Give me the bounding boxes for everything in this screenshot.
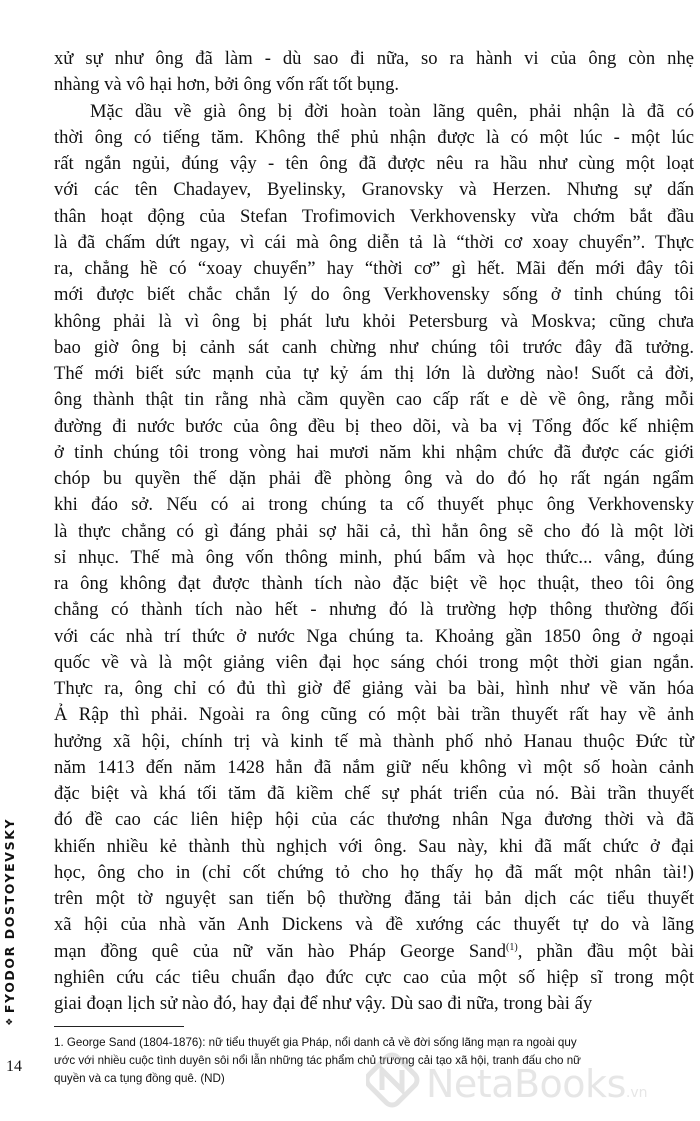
text-line: Mặc dầu về già ông bị đời hoàn toàn lãng quên, phải nhận là đã có	[90, 100, 694, 122]
watermark	[366, 1050, 700, 1118]
text-line: là thực chẳng có gì đáng phải sợ hãi cả, thì hẳn ông sẽ cho đó là một lời	[54, 520, 694, 542]
text-line: giai đoạn lịch sử nào đó, hay đại để như vậy. Dù sao đi nữa, trong bài ấy	[54, 993, 593, 1014]
text-line: thời ông có tiếng tăm. Không thể phủ nhận được là có một lúc - một lúc	[54, 126, 694, 148]
text-line: ra ông không đạt được thành tích nào đặc biệt về học thuật, theo tôi ông	[54, 573, 694, 594]
watermark-tld: .vn	[625, 1085, 648, 1101]
page-number: 14	[6, 1058, 22, 1075]
text-line: đường đi nước bước của ông đều bị theo dõi, và ba vị Tổng đốc kế nhiệm	[54, 415, 694, 437]
text-line: nghiên cứu các tiêu chuẩn đạo đức cực cao của một số hiệp sĩ trong một	[54, 966, 694, 988]
text-line: không phải là vì ông bị phát lưu khỏi Petersburg và Moskva; cũng chưa	[54, 310, 694, 332]
watermark-logo-icon	[366, 1050, 422, 1110]
text-line: Ả Rập thì phải. Ngoài ra ông cũng có một bài trần thuyết rất hay về ảnh	[54, 704, 694, 726]
text-line: rất ngắn ngủi, đúng vậy - tên ông đã được nêu ra hầu như cùng một loạt	[54, 153, 694, 174]
text-line: chẳng có thành tích nào hết - nhưng đó là trường hợp thông thường đối	[54, 599, 694, 621]
running-author-title	[0, 795, 20, 1035]
footnote-divider	[54, 1026, 184, 1027]
text-line: năm 1413 đến năm 1428 hẳn đã nắm giữ nếu không vì một số hoàn cảnh	[54, 756, 694, 778]
text-line: là đã chấm dứt ngay, vì cái mà ông diễn tả là “thời cơ xoay chuyển”. Thực	[54, 231, 694, 253]
text-line: xử sự như ông đã làm - dù sao đi nữa, so ra hành vi của ông còn nhẹ	[54, 48, 694, 69]
text-line: đó đề cao các liên hiệp hội của các thương nhân Nga đương thời và đã	[54, 809, 694, 831]
text-line: Thế mới biết sức mạnh của tự kỷ ám thị lớn là dường nào! Suốt cả đời,	[54, 363, 694, 384]
footnote-reference[interactable]: (1)	[506, 941, 518, 953]
body-text	[54, 46, 694, 1017]
text-line: học, ông cho in (chỉ cốt chứng tỏ cho họ thấy họ đã mất một nhân tài!)	[54, 861, 694, 883]
footnote-line: 1. George Sand (1804-1876): nữ tiểu thuyết gia Pháp, nổi danh cả về đời sống lãng mạn ra ngoài quy	[54, 1036, 577, 1049]
text-line-with-footnote-ref	[54, 939, 694, 965]
line-text: mạn đồng quê của nữ văn hào Pháp George Sand	[54, 940, 507, 962]
text-line: khi đáo sở. Nếu có ai trong chúng ta cố thuyết phục ông Verkhovensky	[54, 494, 694, 516]
watermark-brand: NetaBooks	[426, 1062, 626, 1106]
text-line: ông thành thật tin rằng nhà cầm quyền cao cấp rất e dè về ông, rằng mỗi	[54, 389, 694, 411]
text-line: mới được biết chắc chắn lý do ông Verkhovensky sống ở tỉnh chúng tôi	[54, 284, 694, 306]
footnote-line: ước với nhiều cuộc tình duyên sôi nổi lẫn những tác phẩm chủ trương cải tạo xã hội, tranh đấu cho nữ	[54, 1054, 581, 1067]
text-line: ở tỉnh chúng tôi trong vòng hai mươi năm khi nhậm chức đã được các giới	[54, 441, 694, 463]
text-line: trên một tờ nguyệt san tiến bộ thường đăng tải bản dịch các tiểu thuyết	[54, 888, 694, 909]
text-line: quốc về và là một giảng viên đại học sáng chói trong một thời gian ngắn.	[54, 651, 694, 673]
text-line: ra, chẳng hề có “xoay chuyển” hay “thời cơ” gì hết. Mãi đến mới đây tôi	[54, 258, 694, 279]
text-line: đặc biệt và khá tối tăm đã kiềm chế sự phát triển của nó. Bài trần thuyết	[54, 783, 694, 804]
diamond-ornament-icon: ❖	[5, 1018, 14, 1028]
text-line: Thực ra, ông chỉ có đủ thì giờ để giảng vài ba bài, hình như về văn hóa	[54, 678, 694, 699]
watermark-text	[426, 1062, 647, 1106]
author-name-vertical: FYODOR DOSTOYEVSKY	[2, 817, 18, 1013]
text-line: xã hội của nhà văn Anh Dickens và đề xướng các thuyết tự do và lãng	[54, 914, 694, 936]
line-text-tail: , phần đầu một bài	[517, 940, 695, 962]
text-line: với các tên Chadayev, Byelinsky, Granovsky và Herzen. Nhưng sự dấn	[54, 179, 694, 201]
text-line: thân hoạt động của Stefan Trofimovich Verkhovensky vừa chớm bắt đầu	[54, 205, 694, 227]
footnote-line: quyền và ca tụng đồng quê. (ND)	[54, 1072, 225, 1085]
text-line: sỉ nhục. Thế mà ông vốn thông minh, phú bẩm và học thức... vâng, đúng	[54, 546, 694, 568]
text-line: nhàng và vô hại hơn, bởi ông vốn rất tốt bụng.	[54, 74, 400, 96]
text-line: hưởng xã hội, chính trị và kinh tế mà thành phố nhỏ Hanau thuộc Đức từ	[54, 730, 694, 752]
text-line: bao giờ ông bị cảnh sát canh chừng như chúng tôi trước đây đã tưởng.	[54, 336, 694, 358]
text-line: chóp bu quyền thế dặn phải đề phòng ông và do đó họ rất ngán ngẩm	[54, 468, 694, 489]
text-line: khiến nhiều kẻ thành thù nghịch với ông. Sau này, khi đã mất chức ở đại	[54, 835, 694, 857]
text-line: với các nhà trí thức ở nước Nga chúng ta. Khoảng gần 1850 ông ở ngoại	[54, 625, 694, 647]
